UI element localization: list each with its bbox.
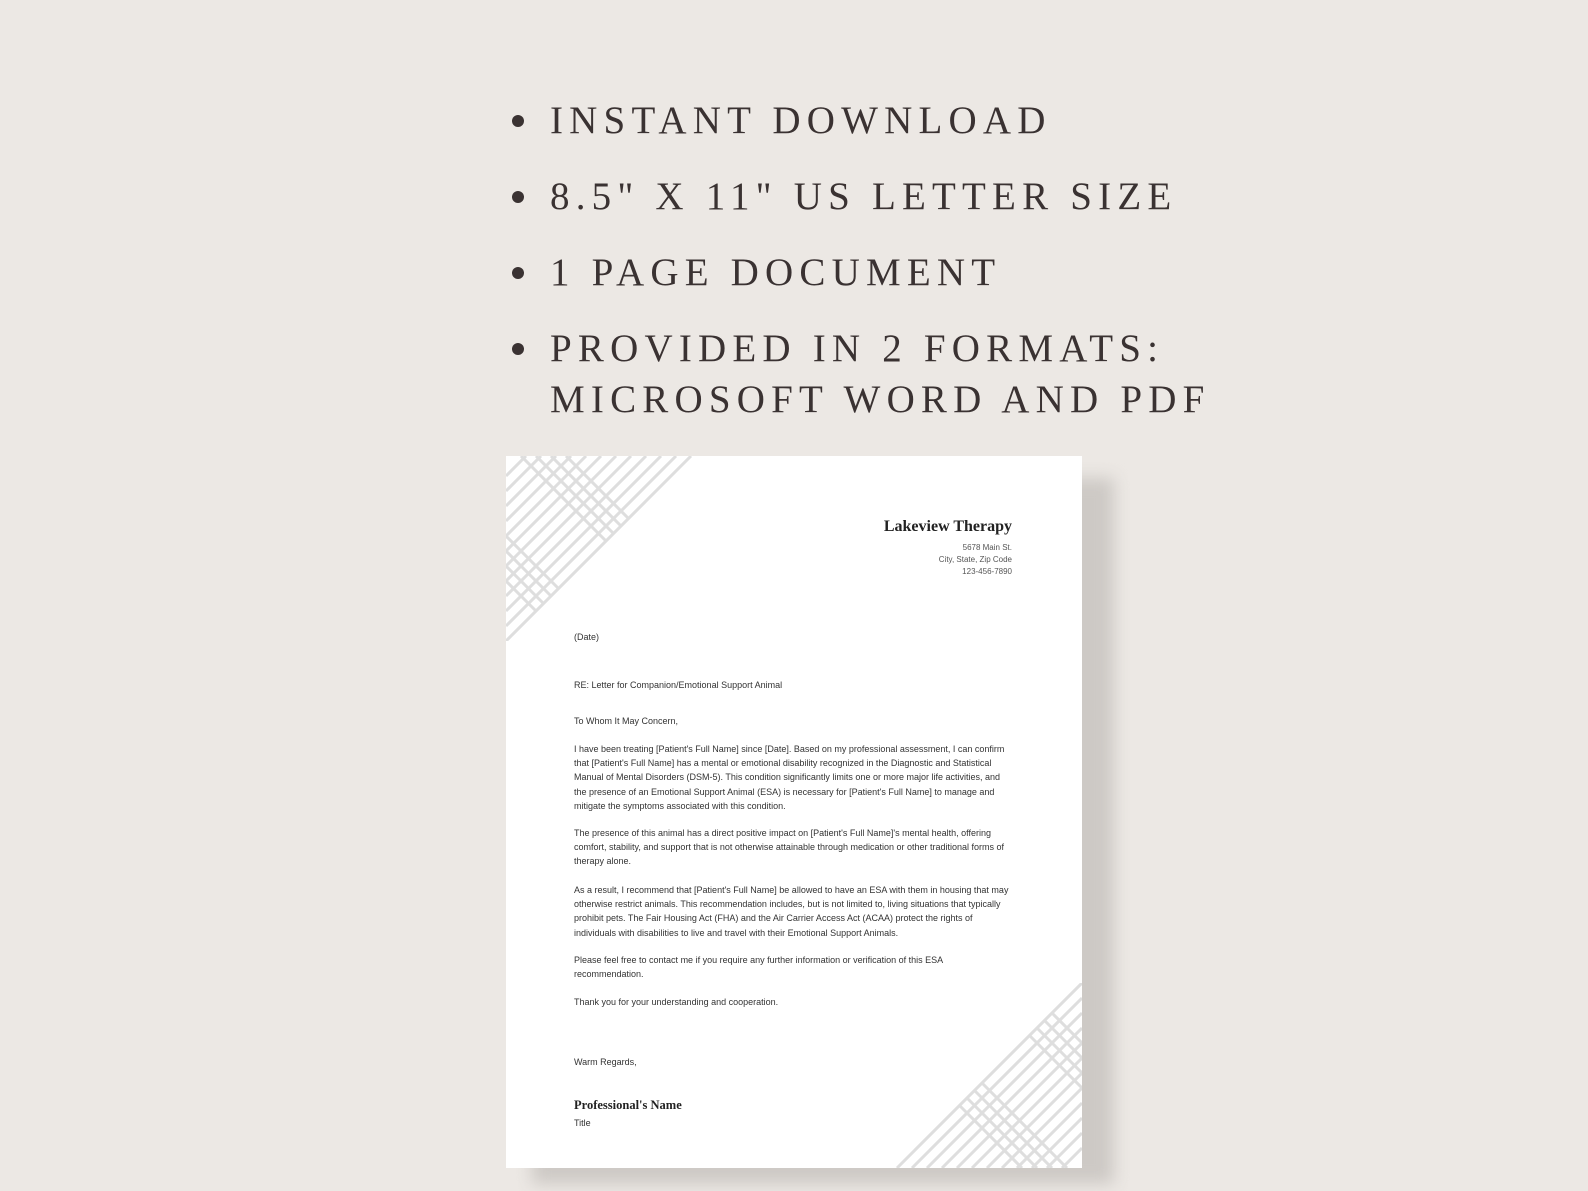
signature-title: Title (574, 1118, 591, 1128)
feature-text: 8.5" X 11" US LETTER SIZE (550, 175, 1178, 218)
feature-text: 1 PAGE DOCUMENT (550, 251, 1002, 294)
feature-item (512, 171, 1512, 222)
letter-paragraph: I have been treating [Patient's Full Name] since [Date]. Based on my professional assessment, I can confirm that [Patient's Full Name] has a mental or emotional disability recognized in the Diagnostic and Statistical Manual of Mental Disorders (DSM-5). This condition significantly limits one or more major life activities, and the presence of an Emotional Support Animal (ESA) is necessary for [Patient's Full Name] to manage and mitigate the symptoms associated with this condition. (574, 744, 1005, 811)
letter-paragraph: Please feel free to contact me if you require any further information or verification of this ESA recommendation. (574, 955, 943, 980)
feature-item (512, 95, 1512, 146)
feature-list (512, 95, 1512, 450)
bullet-icon (512, 343, 524, 355)
feature-item (512, 247, 1512, 298)
letter-closing: Warm Regards, (574, 1057, 637, 1067)
address-line: 123-456-7890 (962, 567, 1012, 576)
feature-item (512, 323, 1512, 425)
bullet-icon (512, 191, 524, 203)
letter-paragraph: As a result, I recommend that [Patient's Full Name] be allowed to have an ESA with them in housing that may otherwise restrict animals. This recommendation includes, but is not limited to, living situations that typically prohibit pets. The Fair Housing Act (FHA) and the Air Carrier Access Act (ACAA) protect the rights of individuals with disabilities to live and travel with their Emotional Support Animals. (574, 885, 1009, 938)
company-name: Lakeview Therapy (883, 518, 1012, 535)
signature-name: Professional's Name (574, 1098, 682, 1112)
letter-date: (Date) (574, 632, 600, 642)
address-line: City, State, Zip Code (938, 555, 1012, 564)
feature-text: INSTANT DOWNLOAD (550, 99, 1052, 142)
letterhead (884, 518, 1012, 578)
bullet-icon (512, 115, 524, 127)
letter-paragraph: The presence of this animal has a direct positive impact on [Patient's Full Name]'s mental health, offering comfort, stability, and support that is not otherwise attainable through medication or other traditional forms of therapy alone. (574, 828, 1005, 867)
diagonal-stripes-decoration (506, 456, 706, 641)
feature-text: PROVIDED IN 2 FORMATS: (550, 327, 1165, 370)
letter-paragraph: Thank you for your understanding and cooperation. (574, 997, 779, 1007)
diagonal-stripes-decoration (882, 983, 1082, 1168)
letter-greeting: To Whom It May Concern, (574, 716, 679, 726)
feature-text-continued: MICROSOFT WORD AND PDF (550, 378, 1211, 421)
letter-preview (506, 456, 1082, 1168)
letter-subject: RE: Letter for Companion/Emotional Support Animal (574, 680, 783, 690)
address-line: 5678 Main St. (962, 543, 1012, 552)
bullet-icon (512, 267, 524, 279)
